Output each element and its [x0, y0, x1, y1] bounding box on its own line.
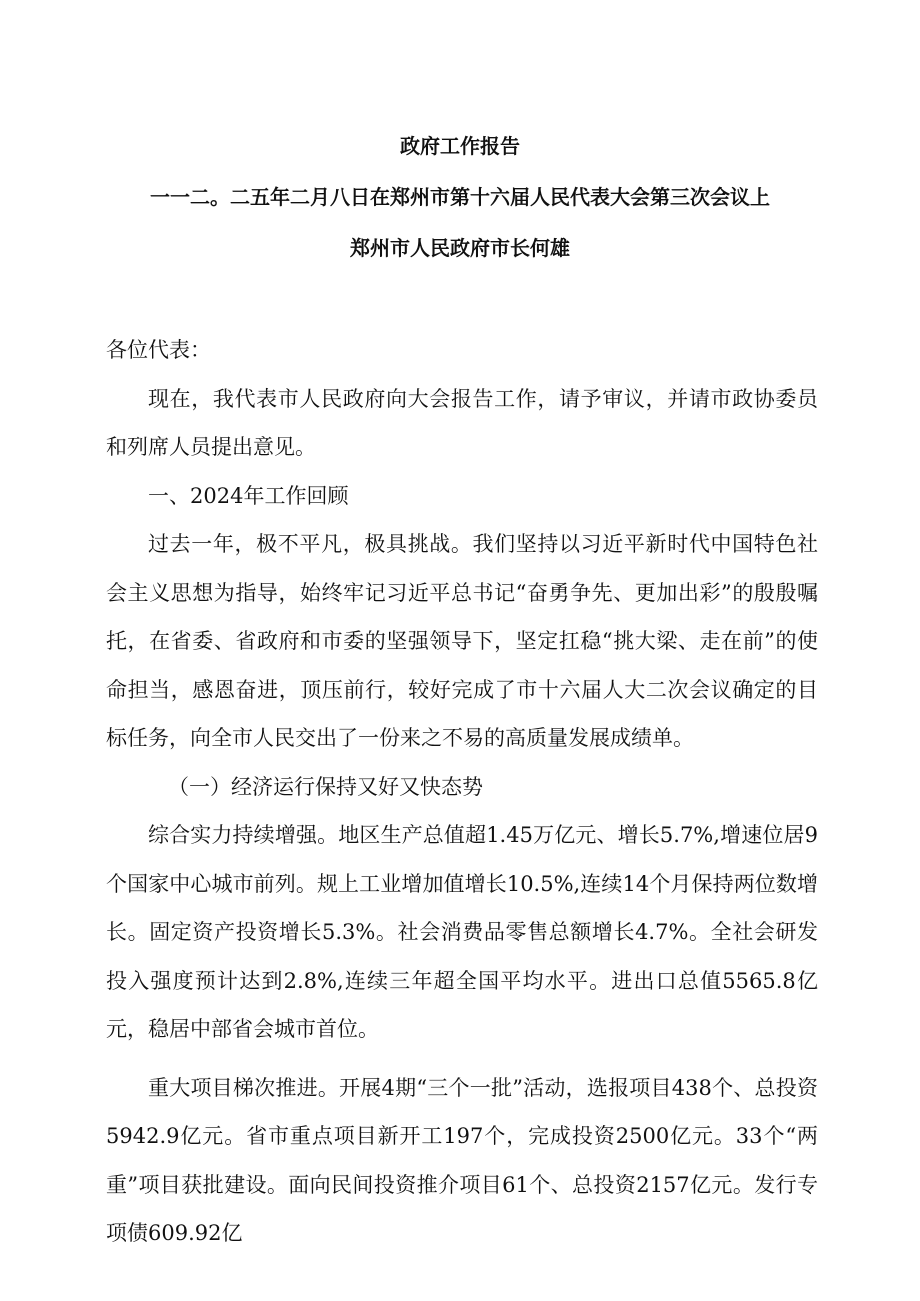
paragraph-major-projects: 重大项目梯次推进。开展4期“三个一批”活动，选报项目438个、总投资5942.9亿元。省市重点项目新开工197个，完成投资2500亿元。33个“两重”项目获批建设。面向民间投资推介项目61个、总投资2157亿元。发行专项债609.92亿 — [106, 1075, 818, 1245]
paragraph-review-summary: 过去一年，极不平凡，极具挑战。我们坚持以习近平新时代中国特色社会主义思想为指导，始终牢记习近平总书记“奋勇争先、更加出彩”的殷殷嘱托，在省委、省政府和市委的坚强领导下，坚定扛稳“挑大梁、走在前”的使命担当，感恩奋进，顶压前行，较好完成了市十六届人大二次会议确定的目标任务，向全市人民交出了一份来之不易的高质量发展成绩单。 — [106, 532, 818, 750]
subsection-heading-economy: （一）经济运行保持又好又快态势 — [168, 774, 483, 799]
section-heading-review: 一、2024年工作回顾 — [148, 483, 349, 508]
paragraph-intro: 现在，我代表市人民政府向大会报告工作，请予审议，并请市政协委员和列席人员提出意见。 — [106, 386, 818, 459]
document-title: 政府工作报告 — [400, 134, 520, 158]
document-body — [106, 326, 818, 1258]
document-subtitle-line-2: 郑州市人民政府市长何雄 — [350, 236, 570, 260]
salutation: 各位代表： — [106, 338, 211, 362]
paragraph-economy-strength: 综合实力持续增强。地区生产总值超1.45万亿元、增长5.7%,增速位居9个国家中心城市前列。规上工业增加值增长10.5%,连续14个月保持两位数增长。固定资产投资增长5.3%。社会消费品零售总额增长4.7%。全社会研发投入强度预计达到2.8%,连续三年超全国平均水平。进出口总值5565.8亿元，稳居中部省会城市首位。 — [106, 823, 818, 1041]
document-subtitle-line-1: 一一二。二五年二月八日在郑州市第十六届人民代表大会第三次会议上 — [150, 185, 770, 209]
